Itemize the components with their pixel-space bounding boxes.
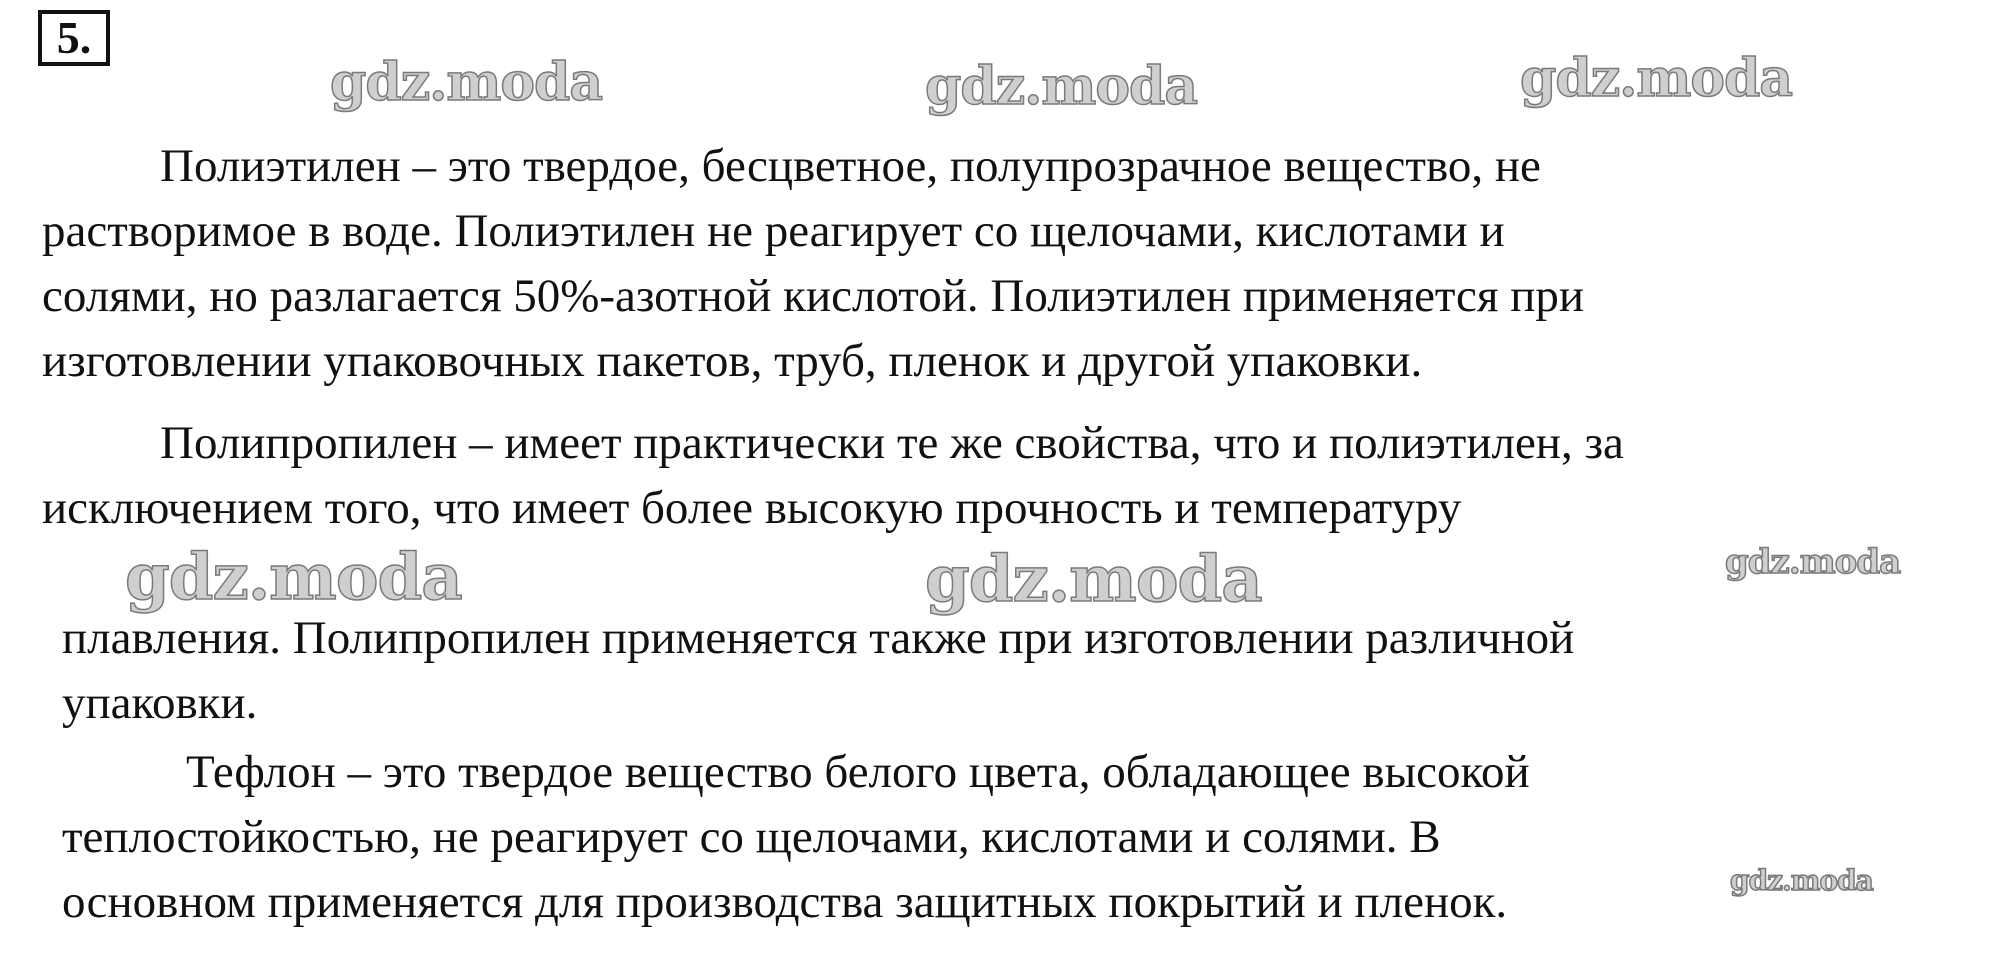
text-line: исключением того, что имеет более высокую прочность и температуру — [42, 482, 1462, 534]
watermark: gdz.moda — [925, 542, 1262, 617]
text-line: основном применяется для производства защитных покрытий и пленок. — [62, 876, 1508, 928]
text-line: плавления. Полипропилен применяется также при изготовлении различной — [62, 612, 1575, 664]
text-line: Тефлон – это твердое вещество белого цвета, обладающее высокой — [186, 746, 1530, 798]
text-line: изготовлении упаковочных пакетов, труб, пленок и другой упаковки. — [42, 335, 1423, 387]
paragraph-polyethylene — [42, 134, 1584, 394]
task-number: 5. — [38, 10, 110, 66]
watermark: gdz.moda — [1730, 864, 1873, 897]
text-line: растворимое в воде. Полиэтилен не реагирует со щелочами, кислотами и — [42, 205, 1505, 257]
text-line: упаковки. — [62, 677, 258, 729]
paragraph-polypropylene-end — [62, 606, 1574, 736]
watermark: gdz.moda — [330, 52, 603, 113]
watermark: gdz.moda — [925, 56, 1198, 117]
watermark: gdz.moda — [1520, 48, 1793, 109]
watermark: gdz.moda — [1725, 542, 1901, 582]
watermark: gdz.moda — [125, 540, 462, 615]
paragraph-polypropylene-start — [42, 411, 1624, 541]
text-line: Полипропилен – имеет практически те же свойства, что и полиэтилен, за — [160, 417, 1624, 469]
paragraph-teflon — [62, 740, 1530, 935]
text-line: теплостойкостью, не реагирует со щелочами, кислотами и солями. В — [62, 811, 1441, 863]
text-line: солями, но разлагается 50%-азотной кислотой. Полиэтилен применяется при — [42, 270, 1585, 322]
text-line: Полиэтилен – это твердое, бесцветное, полупрозрачное вещество, не — [160, 140, 1541, 192]
